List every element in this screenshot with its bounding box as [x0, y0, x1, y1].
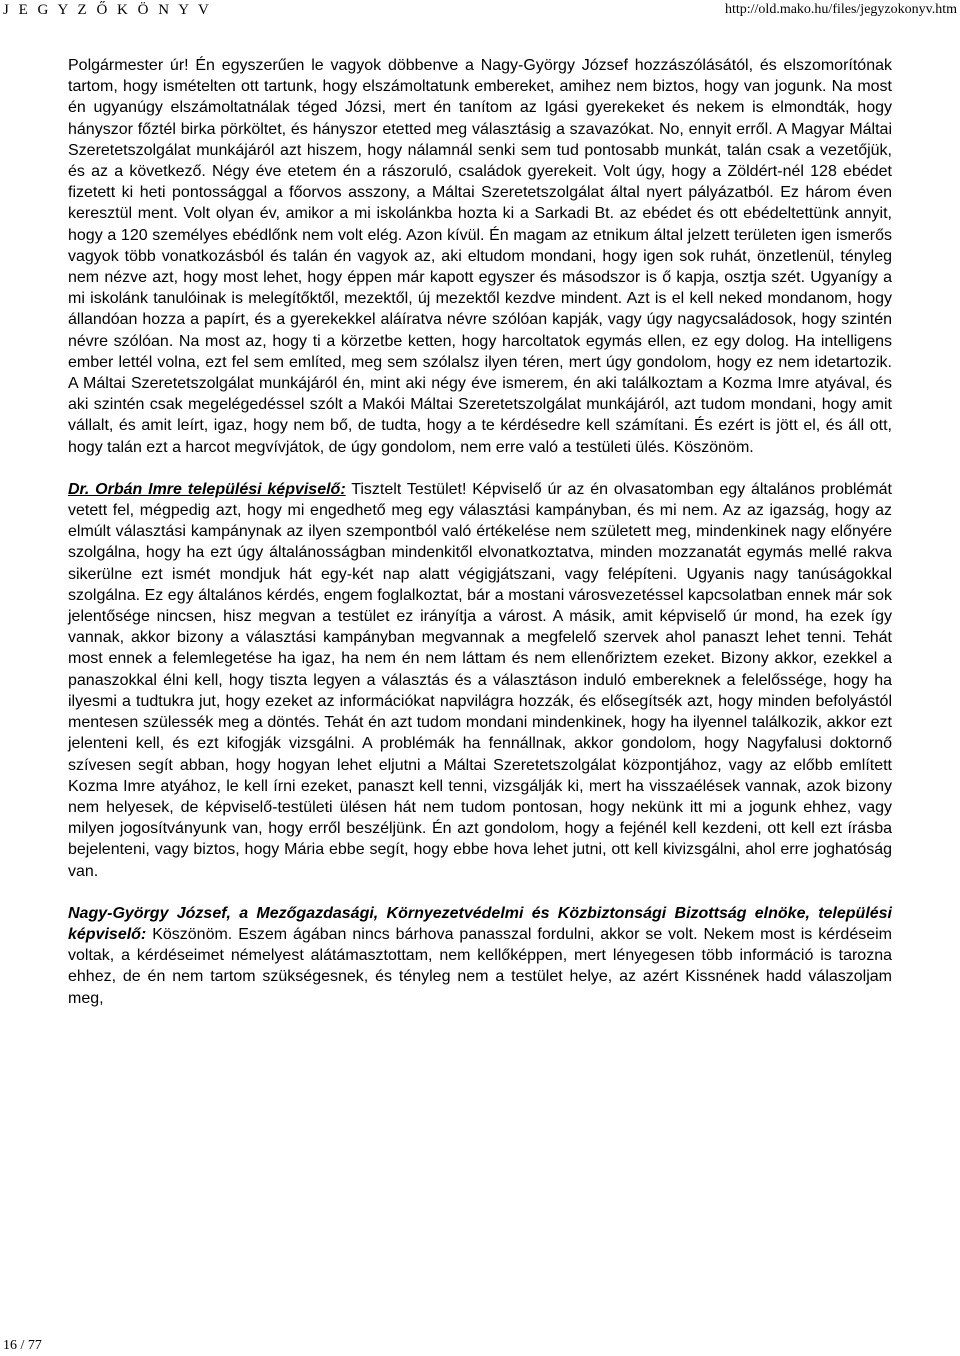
speaker-name: Dr. Orbán Imre települési képviselő: [68, 480, 346, 498]
source-url: http://old.mako.hu/files/jegyzokonyv.htm [724, 2, 957, 17]
document-title: J E G Y Z Ő K Ö N Y V [3, 2, 212, 18]
paragraph-text: Köszönöm. Eszem ágában nincs bárhova panasszal fordulni, akkor se volt. Nekem most is kérdéseim voltak, a kérdéseimet némelyest alátámasztottam, nem kellőképpen, mert lényegesen több információ is tarozna ehhez, de én nem tartom szükségesnek, és tényleg nem a testület helye, az azért Kissnének hadd válaszoljam meg, [68, 925, 892, 1007]
paragraph-text: Tisztelt Testület! Képviselő úr az én olvasatomban egy általános problémát vetett fel, mégpedig azt, hogy mi engedhető meg egy választási kampányban, és mi nem. Az az igazság, hogy az elmúlt választási kampánynak az ilyen szempontból való értékelése nem született meg, mindenkinek nagy előnyére szolgálna, hogy ha ezt úgy általánosságban mindenkitől elvonatkoztatva, minden mozzanatát egymás mellé rakva sikerülne ezt ismét mondjuk hát egy-két nap alatt végigjátszani, vagy felépíteni. Ugyanis nagy tanúságokkal szolgálna. Ez egy általános kérdés, engem foglalkoztat, bár a mostani városvezetéssel kapcsolatban ennek már sok jelentősége nincsen, hisz megvan a testület ez irányítja a várost. A másik, amit képviselő úr mond, ha ezek így vannak, akkor bizony a választási kampányban megvannak a megfelelő szervek ahol panaszt lehet tenni. Tehát most ennek a felemlegetése ha igaz, ha nem én nem láttam és nem ellenőriztem ezeket. Bizony akkor, ezekkel a panaszokkal élni kell, hogy tiszta legyen a választás és a választáson induló embereknek a felelőssége, hogy ha ilyesmi a tudtukra jut, hogy ezeket az információkat napvilágra hozzák, és elősegítsék azt, hogy minden befolyástól mentesen szülessék meg a döntés. Tehát én azt tudom mondani mindenkinek, hogy ha ilyennel találkozik, akkor ezt jelenteni kell, és ezt kifogják vizsgálni. A problémák ha fennállnak, akkor gondolom, hogy Nagyfalusi doktornő szívesen segít abban, hogy hogyan lehet eljutni a Máltai Szeretetszolgálat központjához, vagy az előbb említett Kozma Imre atyához, le kell írni ezeket, panaszt kell tenni, vizsgálják ki, mert ha visszaélések vannak, azok bizony nem helyesek, de képviselő-testületi ülésen hát nem tudom pontosan, hogy nekünk itt mi a jogunk ehhez, vagy milyen jogosítványunk van, hogy erről beszéljünk. Én azt gondolom, hogy a fejénél kell kezdeni, ott kell ezt írásba bejelenteni, vagy biztos, hogy Mária ebbe segít, hogy ebbe hova lehet jutni, ott kell kivizsgálni, ahol erre joghatóság van. [68, 480, 892, 880]
page-header [0, 0, 960, 22]
paragraph-orban [68, 479, 892, 882]
page-number: 16 / 77 [3, 1338, 42, 1353]
paragraph-nagy-gyorgy [68, 903, 892, 1009]
speaker-name: Nagy-György József, a Mezőgazdasági, Környezetvédelmi és Közbiztonsági Bizottság elnöke, települési képviselő: [68, 904, 892, 943]
paragraph-mayor-reply [68, 55, 892, 458]
paragraph-text: Polgármester úr! Én egyszerűen le vagyok döbbenve a Nagy-György József hozzászólásától, és elszomorítónak tartom, hogy ismételten ott tartunk, hogy elszámoltatunk embereket, amihez nem biztos, hogy van jogunk. Na most én ugyanúgy elszámoltatnálak téged Józsi, mert én tanítom az Igási gyerekeket és nekem is elmondták, hogy hányszor főztél birka pörköltet, és hányszor etetted meg választásig a szavazókat. No, ennyit erről. A Magyar Máltai Szeretetszolgálat munkájáról azt hiszem, hogy nálamnál senki sem tud pontosabb munkát, talán csak a vezetőjük, és az a következő. Négy éve etetem én a rászoruló, családok gyerekeit. Volt úgy, hogy a Zöldért-nél 128 ebédet fizetett ki heti pontossággal a főorvos asszony, a Máltai Szeretetszolgálat által nyert pályázatból. Ez három éven keresztül ment. Volt olyan év, amikor a mi iskolánkba hozta ki a Sarkadi Bt. az ebédet és ott ebédeltettünk annyit, hogy a 120 személyes ebédlőnk nem volt elég. Azon kívül. Én magam az etnikum által jelzett területen igen ismerős vagyok több vonatkozásból és talán én vagyok az, aki eltudom mondani, hogy igen sok ruhát, önzetlenül, tényleg nem nézve azt, hogy most lehet, hogy éppen már kapott egyszer és másodszor is ő kapja, osztja szét. Ugyanígy a mi iskolánk tanulóinak is melegítőktől, mezektől, új mezektől kezdve mindent. Azt is el kell neked mondanom, hogy állandóan hozza a papírt, és a gyerekekkel aláíratva névre szólóan kapják, vagy úgy nagycsaládosok, hogy szintén névre szólóan. Na most az, hogy ti a körzetbe ketten, hogy harcoltatok egymás ellen, ez egy dolog. Ha intelligens ember lettél volna, ezt fel sem említed, meg sem szólalsz ilyen téren, mert úgy gondolom, hogy ez nem idetartozik. A Máltai Szeretetszolgálat munkájáról én, mint aki négy éve ismerem, én aki találkoztam a Kozma Imre atyával, és aki szintén csak megelégedéssel szólt a Makói Máltai Szeretetszolgálat munkájáról, azt tudom mondani, hogy amit vállalt, és amit leírt, igaz, hogy nem bő, de tudta, hogy a te kérdésedre kell számítani. És ezért is jött el, és áll ott, hogy talán ezt a harcot megvívjátok, de úgy gondolom, nem erre való a testületi ülés. Köszönöm. [68, 57, 892, 456]
document-body [68, 55, 892, 1030]
